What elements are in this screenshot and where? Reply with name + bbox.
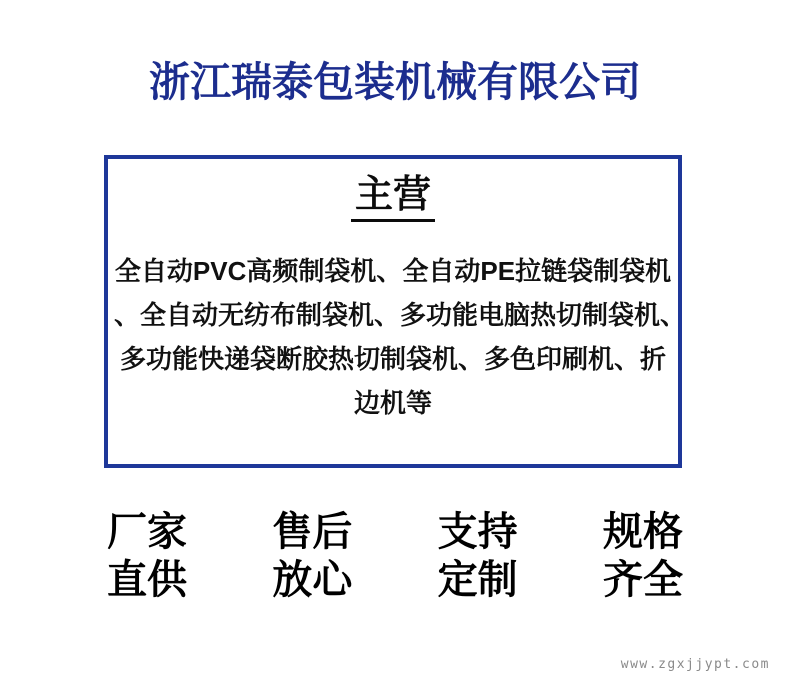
main-business-heading-wrap <box>108 173 678 222</box>
feature-factory-direct <box>105 508 189 604</box>
feature-line: 厂家 <box>107 510 187 554</box>
feature-line: 支持 <box>437 510 518 554</box>
feature-row <box>105 508 685 604</box>
feature-line: 定制 <box>437 558 518 602</box>
main-business-heading: 主营 <box>351 173 435 222</box>
company-title: 浙江瑞泰包装机械有限公司 <box>149 59 641 105</box>
feature-line: 规格 <box>602 510 683 554</box>
watermark-url: www.zgxjjypt.com <box>620 657 770 672</box>
product-line-3: 多功能快递袋断胶热切制袋机、多色印刷机、折 <box>119 344 666 374</box>
main-products-box <box>104 155 687 468</box>
product-line-4: 边机等 <box>353 388 432 418</box>
product-line-2: 、全自动无纺布制袋机、多功能电脑热切制袋机、 <box>114 300 687 330</box>
product-line-1: 全自动PVC高频制袋机、全自动PE拉链袋制袋机 <box>114 256 672 286</box>
feature-line: 售后 <box>272 510 353 554</box>
feature-full-specs <box>601 508 685 604</box>
feature-line: 齐全 <box>602 558 683 602</box>
feature-customization <box>436 508 520 604</box>
feature-line: 放心 <box>272 558 353 602</box>
feature-line: 直供 <box>107 558 187 602</box>
feature-after-sales <box>270 508 354 604</box>
product-list <box>114 249 687 425</box>
